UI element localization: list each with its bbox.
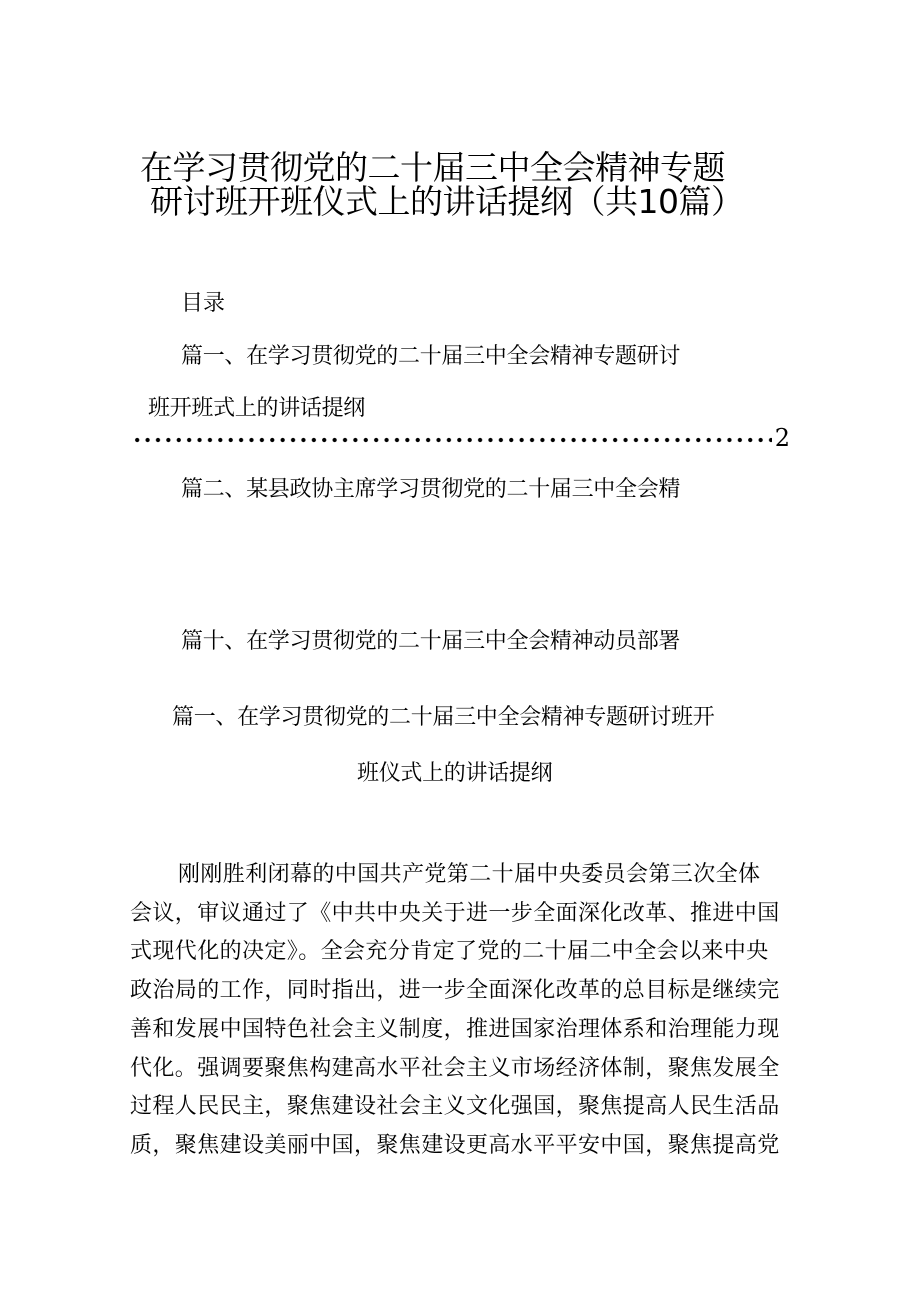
toc-entry-1-page-number[interactable]: 2 [774, 424, 790, 452]
toc-entry-1-line-2[interactable]: 班开班式上的讲话提纲 [148, 396, 366, 421]
body-line: 刚刚胜利闭幕的中国共产党第二十届中央委员会第三次全体 [178, 862, 761, 887]
section-title-line-2: 班仪式上的讲话提纲 [357, 761, 553, 786]
toc-heading: 目录 [181, 291, 226, 316]
body-line: 过程人民民主，聚焦建设社会主义文化强国，聚焦提高人民生活品 [130, 1094, 780, 1120]
toc-entry-1-leader [132, 424, 790, 452]
toc-entry-2[interactable]: 篇二、某县政协主席学习贯彻党的二十届三中全会精 [181, 477, 681, 502]
toc-leader-dots [132, 424, 772, 452]
toc-entry-10[interactable]: 篇十、在学习贯彻党的二十届三中全会精神动员部署 [181, 629, 681, 654]
body-line: 善和发展中国特色社会主义制度，推进国家治理体系和治理能力现 [130, 1016, 780, 1042]
body-line: 代化。强调要聚焦构建高水平社会主义市场经济体制，聚焦发展全 [130, 1055, 780, 1081]
toc-entry-1-line-1[interactable]: 篇一、在学习贯彻党的二十届三中全会精神专题研讨 [181, 344, 681, 369]
document-title-line-2: 研讨班开班仪式上的讲话提纲（共10篇） [150, 182, 744, 221]
document-title-line-1: 在学习贯彻党的二十届三中全会精神专题 [140, 148, 725, 187]
section-body [130, 856, 800, 1166]
body-line: 会议，审议通过了《中共中央关于进一步全面深化改革、推进中国 [130, 900, 780, 926]
body-line: 政治局的工作，同时指出，进一步全面深化改革的总目标是继续完 [130, 978, 780, 1004]
body-line: 式现代化的决定》。全会充分肯定了党的二十届二中全会以来中央 [130, 939, 769, 965]
body-line: 质，聚焦建设美丽中国，聚焦建设更高水平平安中国，聚焦提高党 [130, 1132, 780, 1158]
section-title-line-1: 篇一、在学习贯彻党的二十届三中全会精神专题研讨班开 [172, 705, 715, 730]
